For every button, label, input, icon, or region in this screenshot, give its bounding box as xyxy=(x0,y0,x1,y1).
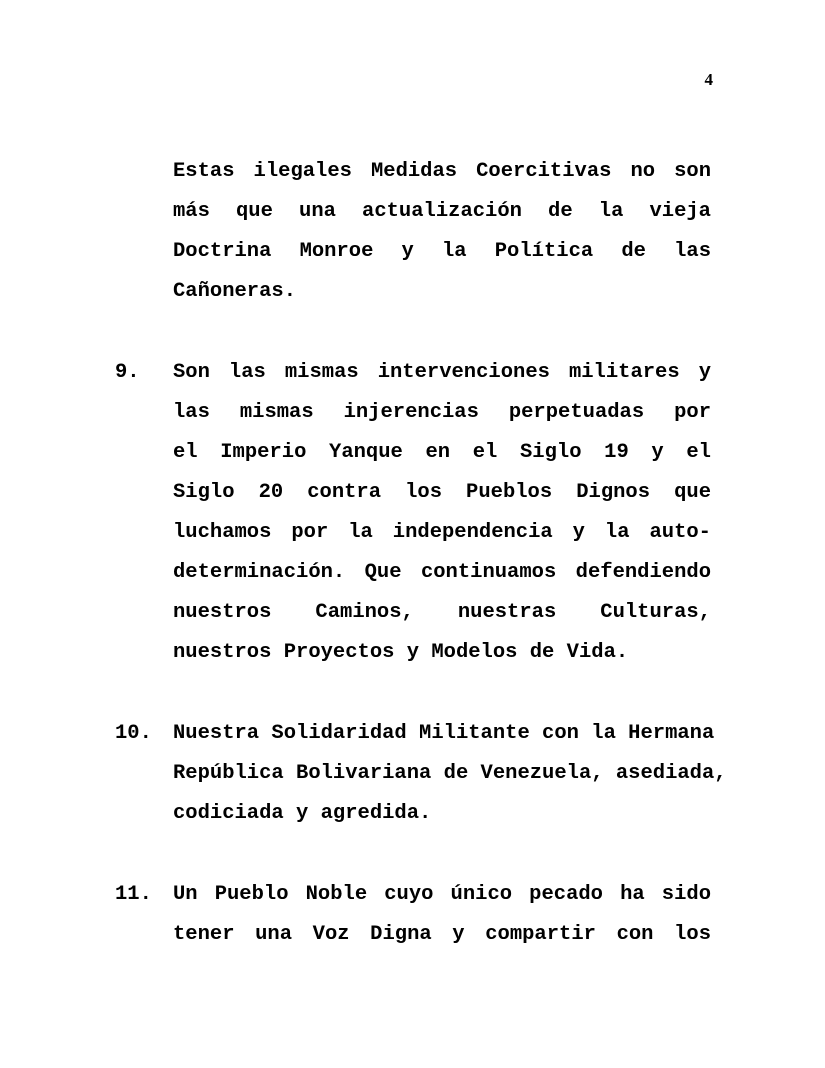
text-line: el Imperio Yanque en el Siglo 19 y el xyxy=(173,441,711,464)
text-line: luchamos por la independencia y la auto- xyxy=(173,521,711,544)
text-line: nuestros Caminos, nuestras Culturas, xyxy=(173,601,711,624)
text-line: Nuestra Solidaridad Militante con la Hermana xyxy=(173,722,715,745)
text-line: Son las mismas intervenciones militares y xyxy=(173,361,711,384)
text-line: nuestros Proyectos y Modelos de Vida. xyxy=(173,641,629,664)
paragraph-text xyxy=(173,714,727,834)
text-line: tener una Voz Digna y compartir con los xyxy=(173,923,711,946)
paragraph-number: 10. xyxy=(115,722,152,745)
text-line: República Bolivariana de Venezuela, asediada, xyxy=(173,762,727,785)
text-line: Un Pueblo Noble cuyo único pecado ha sido xyxy=(173,883,711,906)
paragraph-number: 9. xyxy=(115,361,140,384)
text-line: Siglo 20 contra los Pueblos Dignos que xyxy=(173,481,711,504)
text-line: Doctrina Monroe y la Política de las xyxy=(173,240,711,263)
page-number: 4 xyxy=(704,70,713,89)
text-line: las mismas injerencias perpetuadas por xyxy=(173,401,711,424)
text-line: Cañoneras. xyxy=(173,280,297,303)
text-line: codiciada y agredida. xyxy=(173,802,432,825)
paragraph-text xyxy=(173,353,711,673)
paragraph-number: 11. xyxy=(115,883,152,906)
text-line: más que una actualización de la vieja xyxy=(173,200,711,223)
paragraph-text xyxy=(173,875,711,955)
paragraph-text xyxy=(173,152,711,312)
text-line: determinación. Que continuamos defendiendo xyxy=(173,561,711,584)
text-line: Estas ilegales Medidas Coercitivas no son xyxy=(173,160,711,183)
